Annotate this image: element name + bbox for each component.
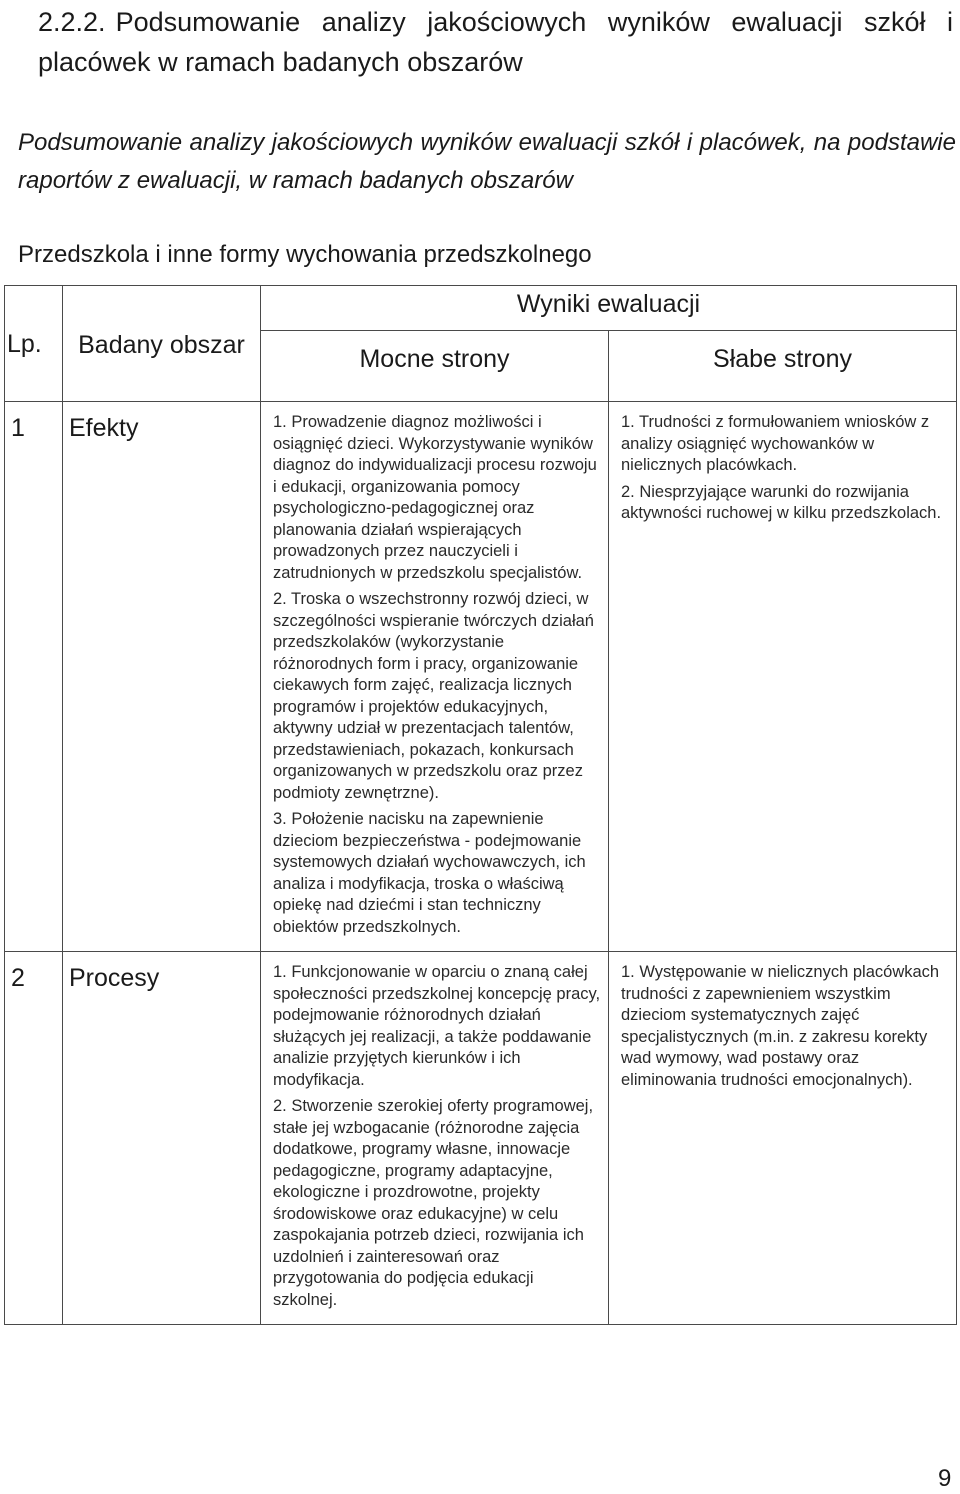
subheading: Podsumowanie analizy jakościowych wyników ewaluacji szkół i placówek, na podstawie raportów z ewaluacji, w ramach badanych obszarów — [18, 129, 956, 194]
weakness-item: 2. Niesprzyjające warunki do rozwijania aktywności ruchowej w kilku przedszkolach. — [621, 482, 942, 522]
weaknesses-cell — [609, 402, 957, 952]
strengths-cell — [261, 402, 609, 952]
weakness-item: 1. Trudności z formułowaniem wniosków z analizy osiągnięć wychowanków w nielicznych placówkach. — [621, 413, 930, 474]
strength-item: 1. Prowadzenie diagnoz możliwości i osiągnięć dzieci. Wykorzystywanie wyników diagnoz do indywidualizacji procesu rozwoju i edukacji, organizowania pomocy psychologiczno-pedagogicznej oraz planowania działań wspierających prowadzonych przez nauczycieli i zatrudnionych w przedszkolu specjalistów. — [273, 413, 597, 582]
strength-item: 1. Funkcjonowanie w oparciu o znaną całej społeczności przedszkolnej koncepcję pracy, podejmowanie różnorodnych działań służących jej realizacji, a także poddawanie analizie przyjętych kierunków i ich modyfikacja. — [273, 963, 601, 1089]
weaknesses-cell — [609, 952, 957, 1325]
weakness-item: 1. Występowanie w nielicznych placówkach trudności z zapewnieniem wszystkim dzieciom systematycznych zajęć specjalistycznych (m.in. z zakresu korekty wad wymowy, wad postawy oraz eliminowania trudności emocjonalnych). — [621, 963, 940, 1089]
header-lp: Lp. — [5, 286, 63, 402]
header-weaknesses: Słabe strony — [609, 331, 957, 402]
header-results: Wyniki ewaluacji — [261, 286, 957, 331]
table-row — [5, 402, 957, 952]
section-heading — [38, 2, 953, 82]
strengths-cell — [261, 952, 609, 1325]
section-title: Podsumowanie analizy jakościowych wyników ewaluacji szkół i placówek w ramach badanych obszarów — [38, 7, 953, 77]
table-row — [5, 952, 957, 1325]
strength-item: 2. Troska o wszechstronny rozwój dzieci, w szczególności wspieranie twórczych działań przedszkolaków (wykorzystanie różnorodnych form i pracy, organizowanie ciekawych form zajęć, realizacja licznych programów i projektów edukacyjnych, aktywny udział w prezentacjach talentów, przedstawieniach, pokazach, konkursach organizowanych w przedszkolu oraz przez podmioty zewnętrzne). — [273, 590, 594, 802]
row-area: Procesy — [63, 952, 261, 1325]
strength-item: 2. Stworzenie szerokiej oferty programowej, stałe jej wzbogacanie (różnorodne zajęcia dodatkowe, programy własne, innowacje pedagogiczne, programy adaptacyjne, ekologiczne i prozdrowotne, projekty środowiskowe oraz edukacyjne) w celu zaspokajania potrzeb dzieci, rozwijania ich uzdolnień i zainteresowań oraz przygotowania do podjęcia edukacji szkolnej. — [273, 1097, 594, 1309]
section-number: 2.2.2. — [38, 7, 106, 37]
page-number: 9 — [938, 1465, 952, 1492]
row-number: 1 — [5, 402, 63, 952]
strength-item: 3. Położenie nacisku na zapewnienie dzieciom bezpieczeństwa - podejmowanie systemowych działań wychowawczych, ich analiza i modyfikacja, troska o właściwą opiekę nad dziećmi i stan techniczny obiektów przedszkolnych. — [273, 810, 586, 936]
row-area: Efekty — [63, 402, 261, 952]
row-number: 2 — [5, 952, 63, 1325]
header-area: Badany obszar — [63, 286, 261, 402]
evaluation-table — [4, 285, 957, 1325]
table-caption: Przedszkola i inne formy wychowania przedszkolnego — [18, 241, 592, 268]
header-strengths: Mocne strony — [261, 331, 609, 402]
